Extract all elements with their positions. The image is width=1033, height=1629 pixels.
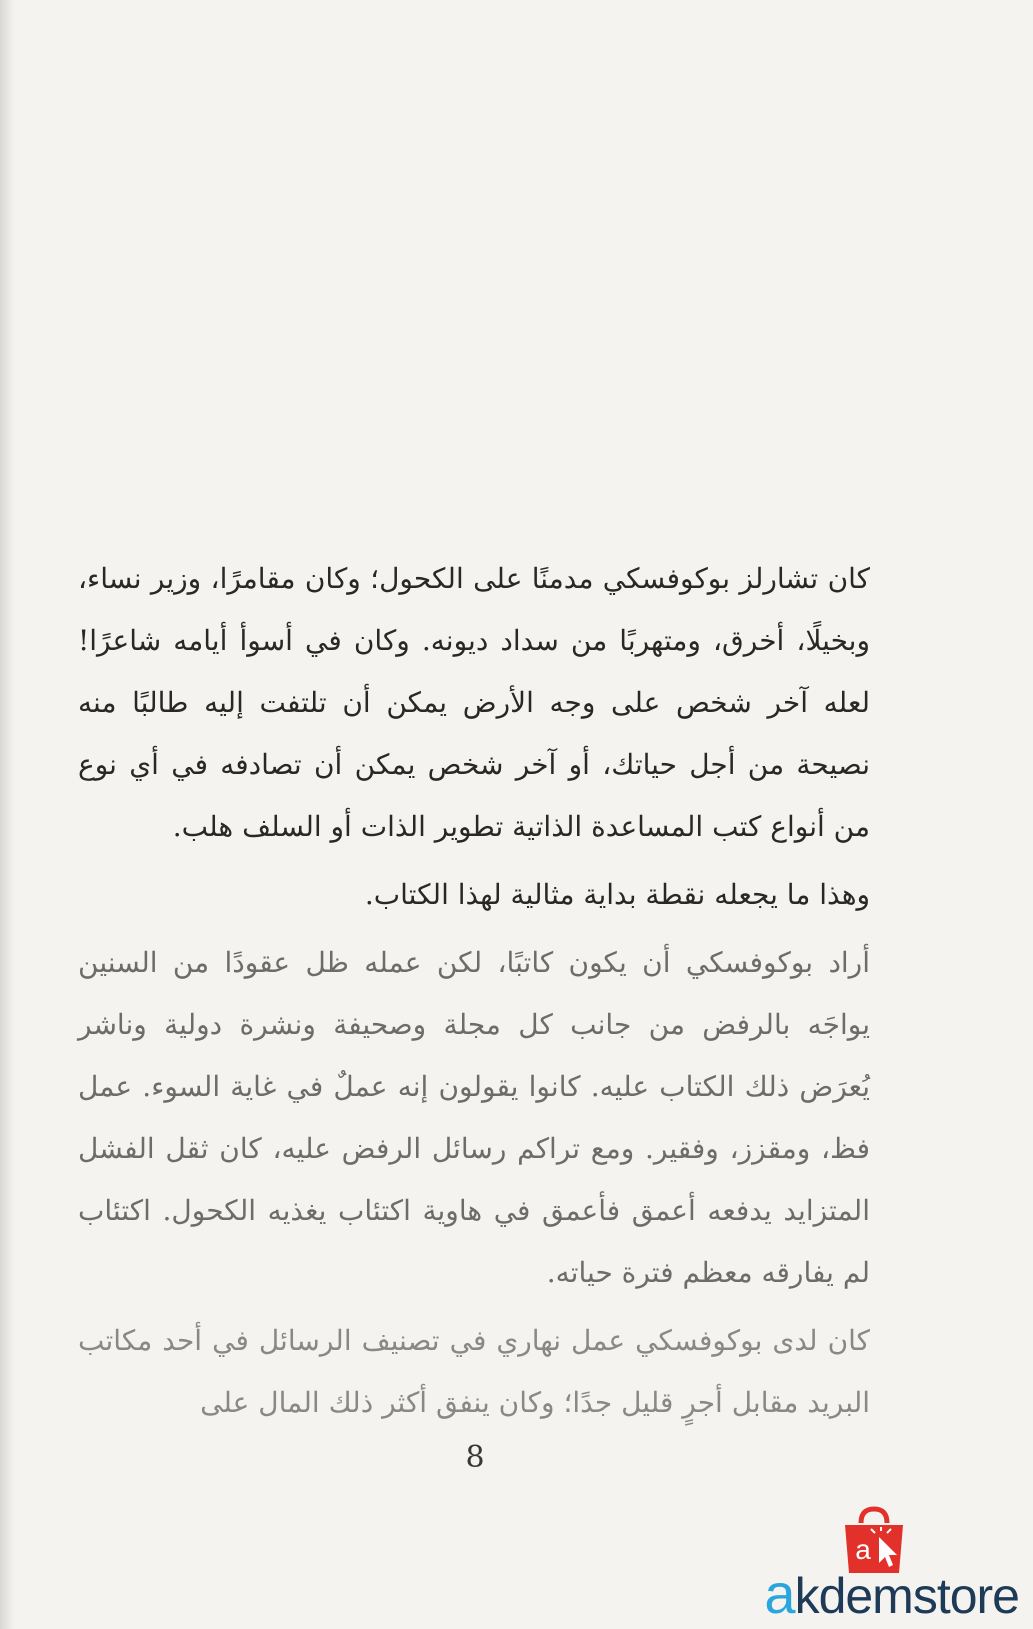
book-page-text	[78, 548, 870, 1434]
page-shadow-edge	[0, 0, 14, 1629]
paragraph-4: كان لدى بوكوفسكي عمل نهاري في تصنيف الرسائل في أحد مكاتب البريد مقابل أجرٍ قليل جدًا؛ وكان ينفق أكثر ذلك المال على	[78, 1324, 870, 1419]
svg-text:a: a	[855, 1534, 871, 1565]
shopping-bag-cursor-icon	[837, 1503, 911, 1577]
paragraph-2: وهذا ما يجعله نقطة بداية مثالية لهذا الكتاب.	[364, 878, 870, 911]
paragraph-3: أراد بوكوفسكي أن يكون كاتبًا، لكن عمله ظل عقودًا من السنين يواجَه بالرفض من جانب كل مجلة وصحيفة ونشرة دولية وناشر يُعرَض ذلك الكتاب عليه. كانوا يقولون إنه عملٌ في غاية السوء. عمل فظ، ومقزز، وفقير. ومع تراكم رسائل الرفض عليه، كان ثقل الفشل المتزايد يدفعه أعمق فأعمق في هاوية اكتئاب يغذيه الكحول. اكتئاب لم يفارقه معظم فترة حياته.	[78, 946, 870, 1289]
paragraph-1: كان تشارلز بوكوفسكي مدمنًا على الكحول؛ وكان مقامرًا، وزير نساء، وبخيلًا، أخرق، ومتهربًا من سداد ديونه. وكان في أسوأ أيامه شاعرًا! لعله آخر شخص على وجه الأرض يمكن أن تلتفت إليه طالبًا منه نصيحة من أجل حياتك، أو آخر شخص يمكن أن تصادفه في أي نوع من أنواع كتب المساعدة الذاتية تطوير الذات أو السلف هلب.	[78, 562, 870, 843]
brand-name: akdemstore	[764, 1562, 1019, 1625]
page-number: 8	[465, 1440, 485, 1475]
akdemstore-watermark	[719, 1503, 1019, 1623]
